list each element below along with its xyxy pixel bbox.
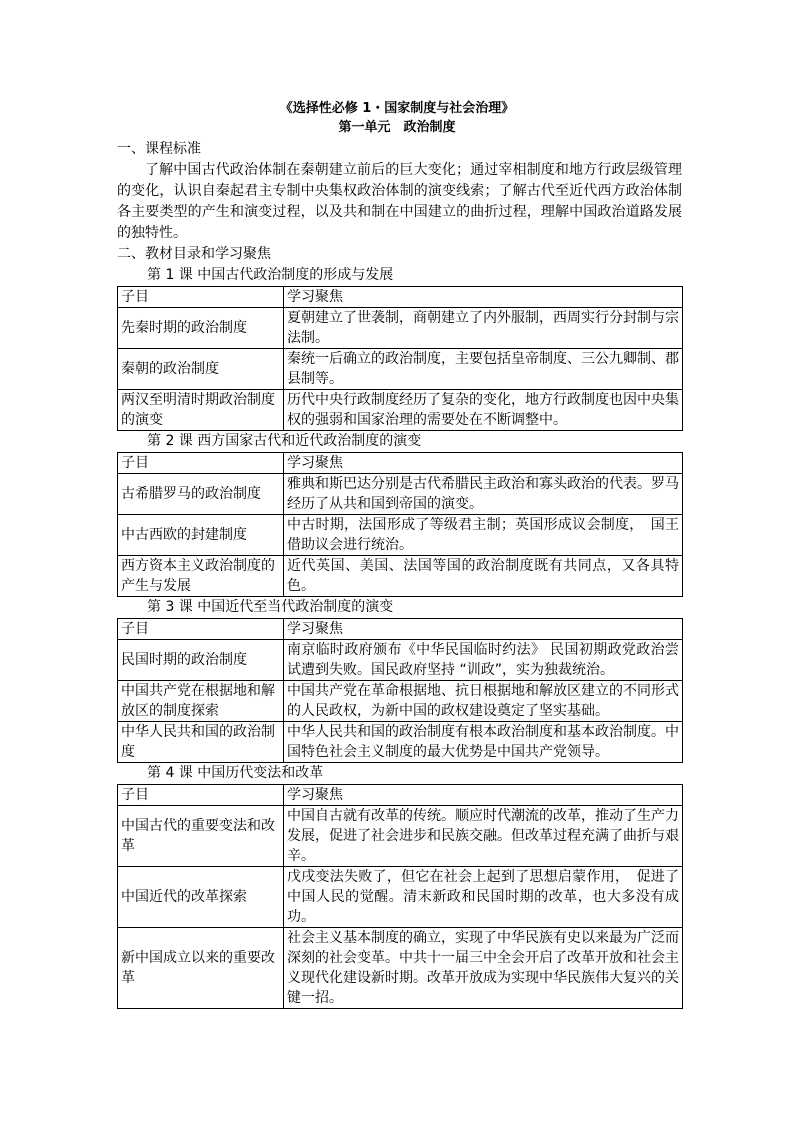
row-topic: 中华人民共和国的政治制度 [118, 722, 284, 763]
table-row [118, 681, 683, 722]
table-row [118, 722, 683, 763]
row-topic: 古希腊罗马的政治制度 [118, 474, 284, 515]
lesson-table [117, 452, 683, 597]
table-row [118, 474, 683, 515]
row-focus: 中古时期，法国形成了等级君主制；英国形成议会制度， 国王借助议会进行统治。 [284, 515, 683, 556]
lesson-table [117, 286, 683, 431]
row-focus: 近代英国、美国、法国等国的政治制度既有共同点，又各具特色。 [284, 556, 683, 597]
row-topic: 秦朝的政治制度 [118, 349, 284, 390]
table-header-row [118, 619, 683, 640]
row-focus: 中国自古就有改革的传统。顺应时代潮流的改革，推动了生产力发展，促进了社会进步和民族交融。但改革过程充满了曲折与艰辛。 [284, 806, 683, 867]
table-row [118, 390, 683, 431]
header-topic: 子目 [118, 453, 284, 474]
table-header-row [118, 287, 683, 308]
row-topic: 中国共产党在根据地和解放区的制度探索 [118, 681, 284, 722]
table-row [118, 349, 683, 390]
lesson-title: 第 1 课 中国古代政治制度的形成与发展 [147, 267, 394, 283]
header-topic: 子目 [118, 287, 284, 308]
row-topic: 西方资本主义政治制度的产生与发展 [118, 556, 284, 597]
table-header-row [118, 785, 683, 806]
lesson-title: 第 3 课 中国近代至当代政治制度的演变 [147, 599, 394, 615]
row-topic: 先秦时期的政治制度 [118, 308, 284, 349]
lesson-title: 第 2 课 西方国家古代和近代政治制度的演变 [147, 433, 422, 449]
curriculum-standard-text: 了解中国古代政治体制在秦朝建立前后的巨大变化；通过宰相制度和地方行政层级管理的变化，认识自秦起君主专制中央集权政治体制的演变线索；了解古代至近代西方政治体制各主要类型的产生和演变过程，以及共和制在中国建立的曲折过程，理解中国政治道路发展的独特性。 [117, 162, 682, 241]
table-row [118, 928, 683, 1009]
section-heading-curriculum: 一、课程标准 [117, 141, 201, 157]
header-topic: 子目 [118, 785, 284, 806]
book-title: 《选择性必修 1・国家制度与社会治理》 [279, 101, 515, 116]
lesson-table [117, 784, 683, 1009]
lesson-title: 第 4 课 中国历代变法和改革 [147, 765, 324, 781]
table-row [118, 556, 683, 597]
table-row [118, 867, 683, 928]
row-topic: 民国时期的政治制度 [118, 640, 284, 681]
row-focus: 秦统一后确立的政治制度，主要包括皇帝制度、三公九卿制、郡县制等。 [284, 349, 683, 390]
header-focus: 学习聚焦 [284, 453, 683, 474]
row-topic: 新中国成立以来的重要改革 [118, 928, 284, 1009]
row-topic: 两汉至明清时期政治制度的演变 [118, 390, 284, 431]
table-row [118, 640, 683, 681]
header-focus: 学习聚焦 [284, 619, 683, 640]
row-topic: 中古西欧的封建制度 [118, 515, 284, 556]
row-focus: 夏朝建立了世袭制，商朝建立了内外服制，西周实行分封制与宗法制。 [284, 308, 683, 349]
row-focus: 戊戌变法失败了，但它在社会上起到了思想启蒙作用， 促进了中国人民的觉醒。清末新政和民国时期的改革，也大多没有成功。 [284, 867, 683, 928]
table-row [118, 515, 683, 556]
row-topic: 中国近代的改革探索 [118, 867, 284, 928]
row-focus: 南京临时政府颁布《中华民国临时约法》 民国初期政党政治尝试遭到失败。国民政府坚持 “训政”，实为独裁统治。 [284, 640, 683, 681]
row-focus: 社会主义基本制度的确立，实现了中华民族有史以来最为广泛而深刻的社会变革。中共十一届三中全会开启了改革开放和社会主义现代化建设新时期。改革开放成为实现中华民族伟大复兴的关键一招。 [284, 928, 683, 1009]
document-body [117, 139, 682, 1009]
table-row [118, 308, 683, 349]
unit-title: 第一单元 政治制度 [338, 120, 456, 135]
row-focus: 中华人民共和国的政治制度有根本政治制度和基本政治制度。中国特色社会主义制度的最大优势是中国共产党领导。 [284, 722, 683, 763]
row-topic: 中国古代的重要变法和改革 [118, 806, 284, 867]
row-focus: 历代中央行政制度经历了复杂的变化，地方行政制度也因中央集权的强弱和国家治理的需要处在不断调整中。 [284, 390, 683, 431]
section-heading-contents: 二、教材目录和学习聚焦 [117, 246, 271, 262]
lesson-table [117, 618, 683, 763]
row-focus: 雅典和斯巴达分别是古代希腊民主政治和寡头政治的代表。罗马经历了从共和国到帝国的演变。 [284, 474, 683, 515]
header-focus: 学习聚焦 [284, 785, 683, 806]
header-focus: 学习聚焦 [284, 287, 683, 308]
header-topic: 子目 [118, 619, 284, 640]
row-focus: 中国共产党在革命根据地、抗日根据地和解放区建立的不同形式的人民政权，为新中国的政权建设奠定了坚实基础。 [284, 681, 683, 722]
table-row [118, 806, 683, 867]
table-header-row [118, 453, 683, 474]
